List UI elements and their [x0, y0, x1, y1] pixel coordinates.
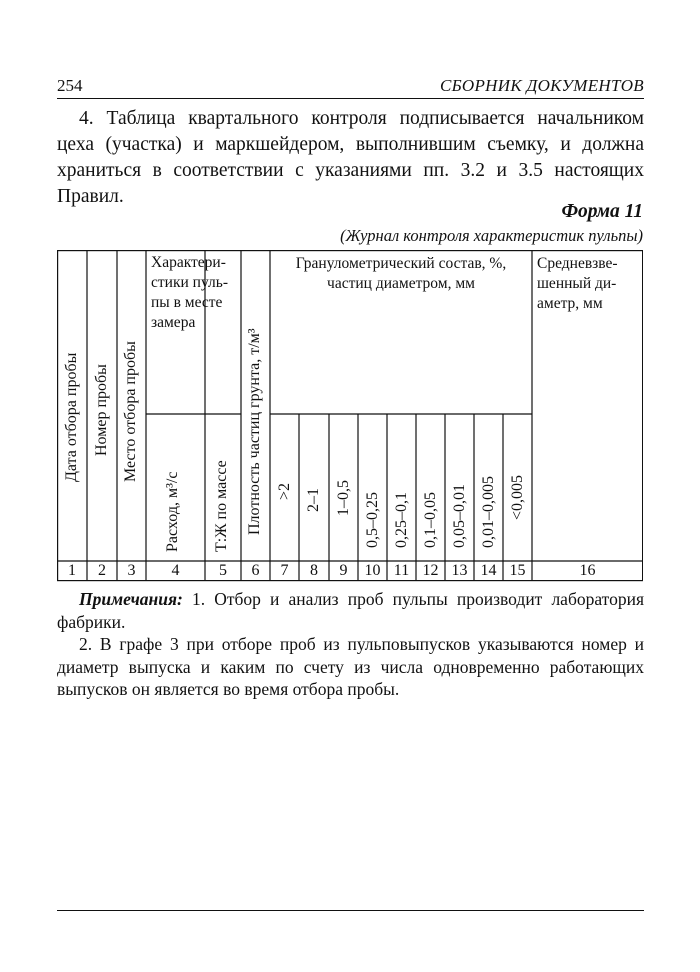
col-number-header: Номер пробы — [93, 364, 110, 456]
footer-rule — [57, 910, 644, 911]
note-2 — [57, 633, 644, 701]
column-number: 2 — [98, 562, 106, 579]
form-number: Форма 11 — [561, 201, 643, 222]
intro-text: 4. Таблица квартального контроля подписывается начальником цеха (участка) и маркшейдером, выполнившим съемку, и должна храниться в соответствии с указаниями пп. 3.2 и 3.5 настоящих Правил. — [57, 108, 644, 207]
fraction-header: 2–1 — [305, 488, 322, 512]
column-number: 8 — [310, 562, 318, 579]
column-number: 11 — [393, 562, 410, 579]
column-number: 9 — [339, 562, 348, 579]
column-number: 15 — [509, 562, 526, 579]
column-number: 4 — [171, 562, 180, 579]
column-number: 12 — [422, 562, 439, 579]
column-number: 1 — [68, 562, 76, 579]
column-number: 14 — [480, 562, 497, 579]
fraction-header: 0,1–0,05 — [422, 492, 439, 548]
intro-paragraph — [57, 106, 644, 210]
column-number: 7 — [280, 562, 289, 579]
running-title: СБОРНИК ДОКУМЕНТОВ — [439, 76, 644, 95]
fraction-header: 1–0,5 — [335, 480, 352, 516]
note-1-text: 1. Отбор и анализ проб пульпы производит лаборатория фабрики. — [57, 589, 645, 632]
fraction-header: 0,25–0,1 — [393, 492, 410, 548]
group-granulometric-header: Гранулометрический состав, %, частиц диаметром, мм — [295, 255, 507, 292]
note-2-text: 2. В графе 3 при отборе проб из пульповыпусков указываются номер и диаметр выпуска и каким по счету из числа одновременно работающих выпусков он является во время отбора пробы. — [57, 634, 644, 699]
col-mean-diameter-header: Средневзве-шенный ди-аметр, мм — [537, 255, 618, 312]
fraction-header: 0,05–0,01 — [451, 484, 468, 548]
col-place-header: Место отбора пробы — [122, 341, 139, 482]
fraction-header: >2 — [276, 482, 293, 500]
group-characteristics-text: Характери-стики пуль-пы в месте замера — [151, 254, 228, 331]
notes-section — [57, 588, 644, 701]
fraction-header: 0,5–0,25 — [364, 492, 381, 548]
pulp-control-table — [57, 250, 643, 580]
col-density-header: Плотность частиц грунта, т/м³ — [246, 328, 263, 535]
notes-label: Примечания: — [79, 589, 183, 609]
col-date-header: Дата отбора пробы — [63, 352, 80, 482]
column-number: 5 — [219, 562, 227, 579]
column-number: 6 — [251, 562, 260, 579]
page-header — [57, 74, 644, 99]
fraction-header: <0,005 — [509, 474, 526, 520]
fraction-header: 0,01–0,005 — [480, 476, 497, 548]
col-ratio-header: Т:Ж по массе — [213, 460, 230, 552]
column-number: 16 — [579, 562, 596, 579]
note-1 — [57, 588, 644, 633]
form-subtitle: (Журнал контроля характеристик пульпы) — [340, 226, 643, 245]
column-number: 13 — [451, 562, 468, 579]
column-number: 10 — [364, 562, 381, 579]
column-number: 3 — [127, 562, 136, 579]
page-number: 254 — [57, 76, 83, 95]
col-flow-header: Расход, м³/с — [164, 471, 181, 552]
